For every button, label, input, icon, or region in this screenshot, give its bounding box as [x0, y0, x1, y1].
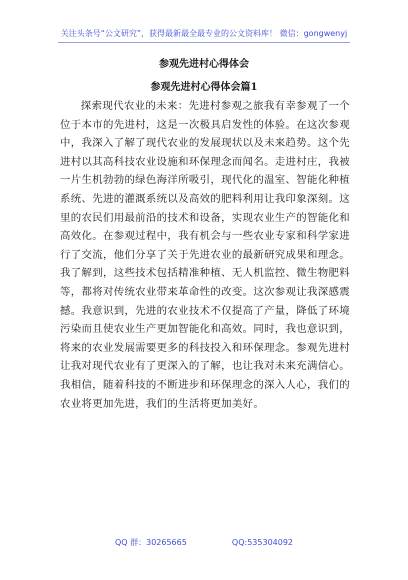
- header-banner: 关注头条号“公文研究”，获得最新最全最专业的公文资料库！ 微信：gongwenyj: [60, 29, 348, 38]
- footer-qq-number: QQ:535304092: [231, 538, 294, 547]
- header-divider: [58, 42, 350, 43]
- document-title: 参观先进村心得体会: [159, 59, 249, 70]
- body-paragraph: 探索现代农业的未来：先进村参观之旅我有幸参观了一个位于本市的先进村，这是一次极具启发性的体验。在这次参观中，我深入了解了现代农业的发展现状以及未来趋势。这个先进村以其高科技农业设施和环保理念而闻名。走进村庄，我被一片生机勃勃的绿色海洋所吸引，现代化的温室、智能化种植系统、先进的灌溉系统以及高效的肥料利用让我印象深刻。这里的农民们用最前沿的技术和设备，实现农业生产的智能化和高效化。在参观过程中，我有机会与一些农业专家和科学家进行了交流，他们分享了关于先进农业的最新研究成果和理念。我了解到，这些技术包括精准种植、无人机监控、微生物肥料等，都将对传统农业带来革命性的改变。这次参观让我深感震撼。我意识到，先进的农业技术不仅提高了产量，降低了环境污染而且使农业生产更加智能化和高效。同时，我也意识到，将来的农业发展需要更多的科技投入和环保理念。参观先进村让我对现代农业有了更深入的了解，也让我对未来充满信心。我相信，随着科技的不断进步和环保理念的深入人心，我们的农业将更加先进，我们的生活将更加美好。: [60, 100, 350, 410]
- document-subtitle: 参观先进村心得体会篇1: [150, 82, 258, 93]
- footer: [0, 537, 408, 548]
- footer-qq-group: QQ 群：30265665: [114, 538, 187, 547]
